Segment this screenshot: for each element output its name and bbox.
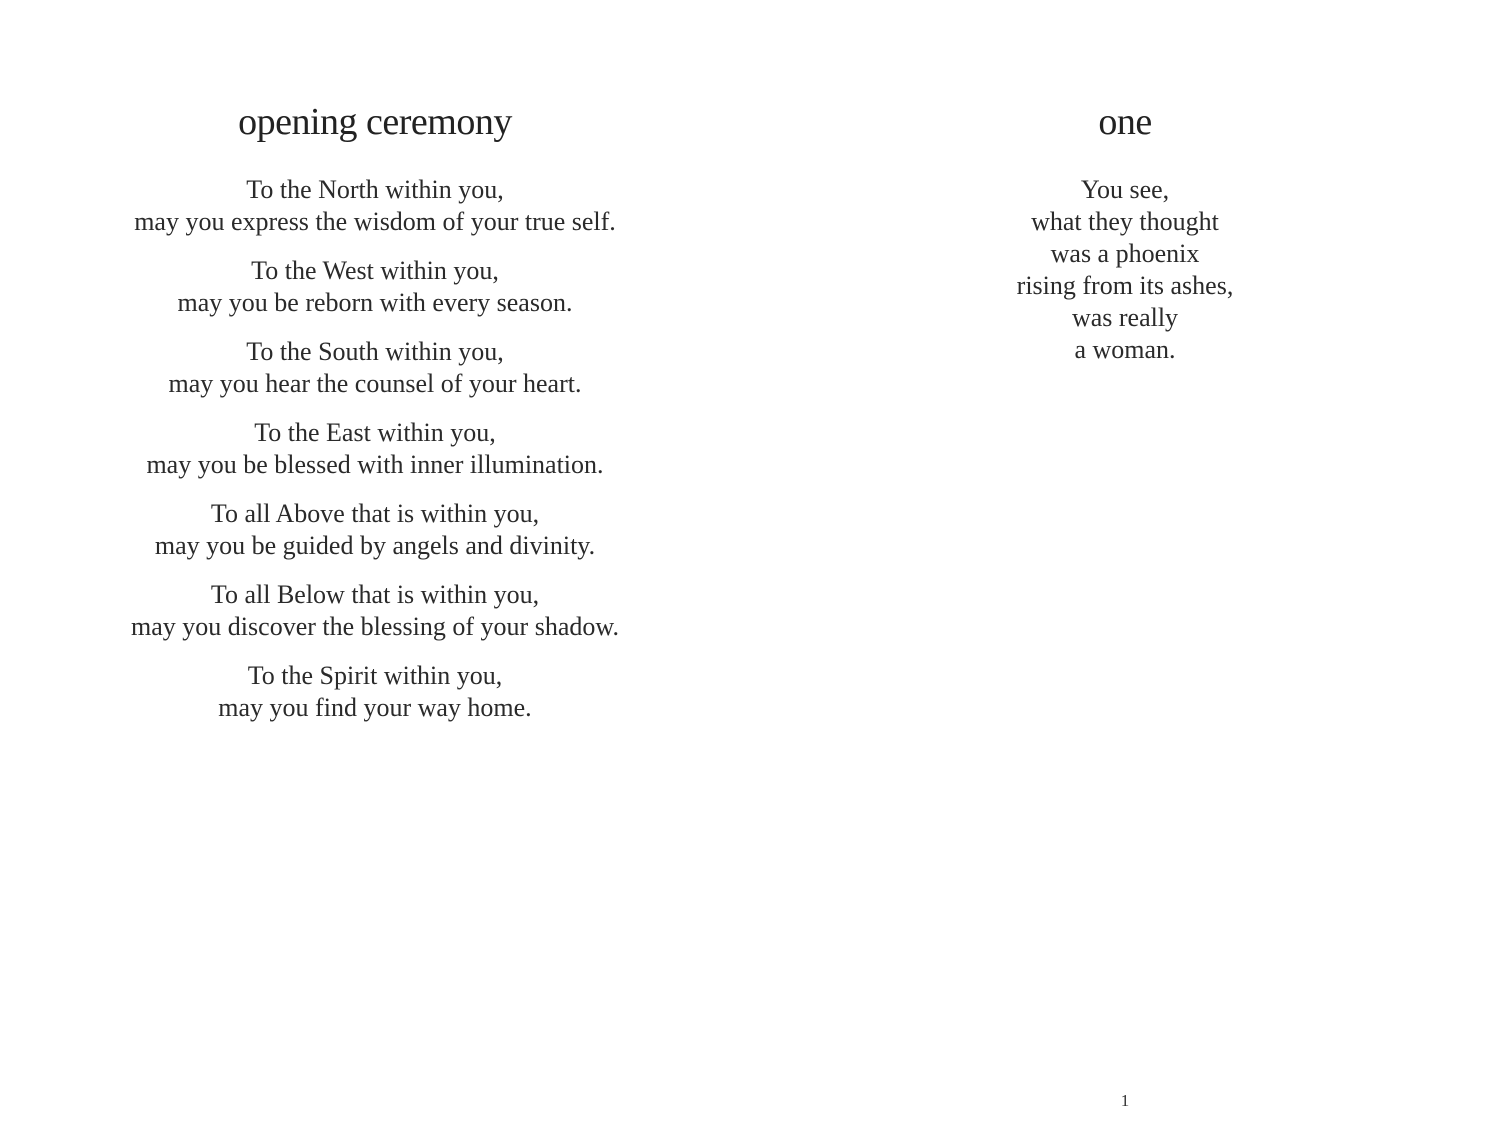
stanza-spirit [0,660,750,724]
poem-line: To all Above that is within you, [210,499,540,528]
poem-line: may you hear the counsel of your heart. [168,369,582,398]
poem-line: rising from its ashes, [1016,271,1234,300]
poem-line: To all Below that is within you, [210,580,540,609]
poem-line: may you express the wisdom of your true self. [134,207,616,236]
page-number: 1 [1120,1091,1130,1110]
stanza-north [0,174,750,238]
opening-ceremony-poem [0,174,750,741]
poem-line: a woman. [1074,335,1176,364]
one-poem [750,174,1500,366]
right-page-title: one [1098,101,1152,143]
poem-line: may you be reborn with every season. [177,288,573,317]
poem-line: was a phoenix [1050,239,1200,268]
stanza-below [0,579,750,643]
stanza-above [0,498,750,562]
poem-line: To the North within you, [246,175,504,204]
poem-line: may you find your way home. [218,693,532,722]
poem-line: may you discover the blessing of your shadow. [131,612,619,641]
poem-line: was really [1071,303,1179,332]
poem-line: may you be blessed with inner illumination. [146,450,604,479]
poem-line: what they thought [1031,207,1219,236]
poem-line: To the East within you, [254,418,496,447]
left-page-title: opening ceremony [238,101,512,143]
poem-line: To the South within you, [246,337,504,366]
stanza-east [0,417,750,481]
stanza-south [0,336,750,400]
poem-line: You see, [1080,175,1170,204]
stanza-west [0,255,750,319]
poem-line: To the West within you, [251,256,499,285]
right-page [750,0,1500,1143]
poem-line: may you be guided by angels and divinity. [154,531,596,560]
poem-line: To the Spirit within you, [247,661,503,690]
